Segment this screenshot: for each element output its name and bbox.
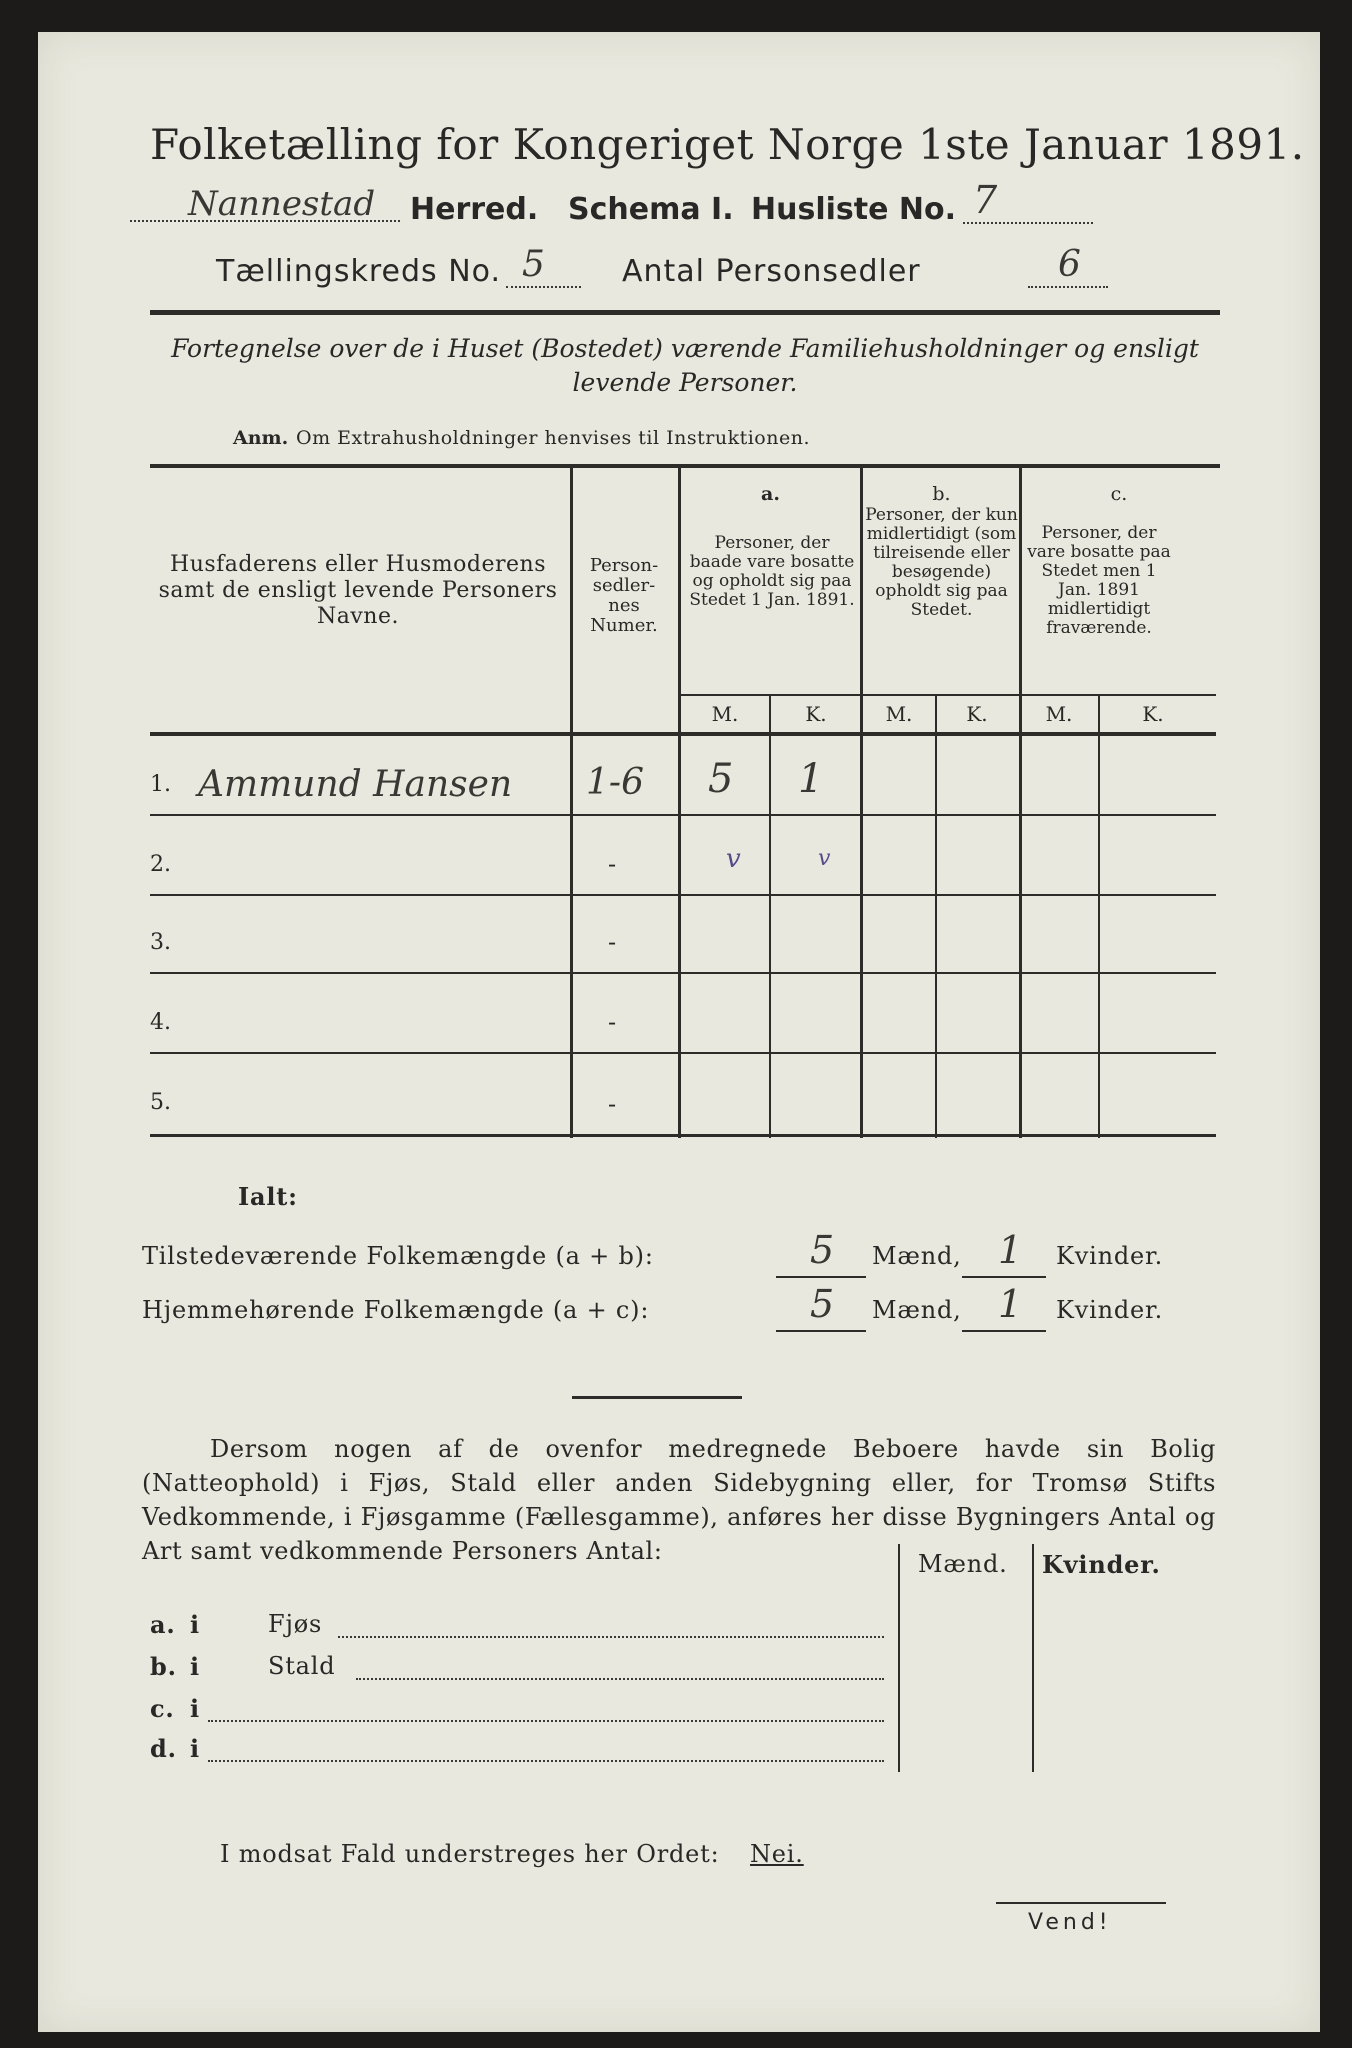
row-5-number: 5. — [150, 1090, 171, 1115]
col-a-letter: a. — [761, 483, 780, 505]
tilstede-label: Tilstedeværende Folkemængde (a + b): — [142, 1242, 654, 1270]
row-2-a-k-check: v — [818, 846, 831, 871]
buildings-col-kvinder: Kvinder. — [1042, 1550, 1161, 1579]
tilstede-m-underline — [776, 1276, 866, 1278]
husliste-label: Husliste No. — [751, 192, 956, 227]
row-2-number: 2. — [150, 852, 171, 877]
kreds-value: 5 — [522, 244, 545, 285]
building-row-d-i: i — [190, 1734, 200, 1763]
kreds-dotted-line — [506, 286, 581, 288]
row-4-number: 4. — [150, 1010, 171, 1035]
schema-label: Schema I. — [568, 192, 734, 227]
table-vline-7 — [1098, 694, 1100, 1138]
buildings-col-maend: Mænd. — [918, 1550, 1008, 1578]
table-vline-2 — [678, 468, 681, 1138]
building-row-b-dots — [356, 1678, 884, 1680]
antal-dotted-line — [1028, 286, 1108, 288]
husliste-dotted-line — [963, 222, 1093, 224]
row-line-1 — [150, 814, 1216, 816]
building-row-c-letter: c. — [150, 1694, 175, 1723]
tilstede-kvinder: Kvinder. — [1056, 1242, 1164, 1270]
table-header-bottom-rule — [150, 732, 1216, 736]
row-line-5 — [150, 1134, 1216, 1137]
header-divider — [150, 310, 1220, 315]
nei-word: Nei. — [750, 1840, 804, 1868]
row-1-num: 1-6 — [586, 762, 644, 803]
hjemme-m-value: 5 — [810, 1282, 835, 1326]
row-1-a-m: 5 — [708, 756, 734, 802]
hjemme-label: Hjemmehørende Folkemængde (a + c): — [142, 1296, 650, 1324]
vend-rule — [996, 1902, 1166, 1904]
table-mk-rule — [678, 694, 1216, 696]
table-vline-5 — [935, 694, 937, 1138]
col-b-m: M. — [885, 702, 913, 726]
building-row-d-dots — [208, 1760, 884, 1762]
col-header-b: Personer, der kun midlertidigt (som tilreisende eller besøgende) opholdt sig paa Stedet. — [865, 505, 1018, 620]
row-2-a-m-check: v — [726, 844, 741, 874]
anm-label: Anm. — [233, 427, 289, 449]
row-4-num: - — [608, 1008, 617, 1036]
col-c-letter: c. — [1110, 483, 1128, 505]
modsat-text: I modsat Fald understreges her Ordet: — [220, 1840, 720, 1868]
buildings-paragraph: Dersom nogen af de ovenfor medregnede Beboere havde sin Bolig (Natteophold) i Fjøs, Stald eller anden Sidebygning eller, for Tromsø Stifts Vedkommende, i Fjøsgamme (Fællesgamme), anføres her disse Bygningers Antal og Art samt vedkommende Personers Antal: — [142, 1435, 1216, 1565]
building-row-a-i: i — [190, 1610, 200, 1639]
row-line-2 — [150, 894, 1216, 896]
building-row-a-label: Fjøs — [268, 1610, 323, 1638]
table-vline-1 — [570, 468, 573, 1138]
herred-label: Herred. — [410, 192, 539, 227]
form-title: Folketælling for Kongeriget Norge 1ste Januar 1891. — [150, 120, 1305, 169]
col-b-k: K. — [966, 702, 988, 726]
building-row-a-dots — [338, 1636, 884, 1638]
table-vline-4 — [860, 468, 863, 1138]
building-row-b-letter: b. — [150, 1652, 177, 1681]
building-row-a-letter: a. — [150, 1610, 176, 1639]
section-short-divider — [572, 1396, 742, 1399]
antal-value: 6 — [1058, 244, 1081, 285]
row-3-num: - — [608, 928, 617, 956]
row-2-num: - — [608, 850, 617, 878]
hjemme-m-underline — [776, 1330, 866, 1332]
building-row-d-letter: d. — [150, 1734, 177, 1763]
hjemme-k-underline — [962, 1330, 1046, 1332]
building-row-c-i: i — [190, 1694, 200, 1723]
col-header-c: Personer, der vare bosatte paa Stedet men 1 Jan. 1891 midlertidigt fraværende. — [1027, 523, 1171, 638]
row-1-number: 1. — [150, 772, 171, 797]
building-row-b-label: Stald — [268, 1652, 336, 1680]
hjemme-k-value: 1 — [998, 1282, 1023, 1326]
table-vline-3 — [769, 694, 771, 1138]
anm-text: Om Extrahusholdninger henvises til Instruktionen. — [296, 427, 810, 449]
row-1-a-k: 1 — [798, 756, 824, 802]
herred-value: Nannestad — [188, 184, 376, 224]
buildings-vline-1 — [898, 1544, 900, 1772]
col-c-k: K. — [1142, 702, 1164, 726]
hjemme-kvinder: Kvinder. — [1056, 1296, 1164, 1324]
tilstede-maend: Mænd, — [872, 1242, 962, 1270]
row-5-num: - — [608, 1090, 617, 1118]
building-row-b-i: i — [190, 1652, 200, 1681]
antal-label: Antal Personsedler — [622, 254, 921, 289]
tilstede-m-value: 5 — [810, 1228, 835, 1272]
row-3-number: 3. — [150, 930, 171, 955]
row-line-3 — [150, 972, 1216, 974]
hjemme-maend: Mænd, — [872, 1296, 962, 1324]
col-header-name: Husfaderens eller Husmoderens samt de ensligt levende Personers Navne. — [158, 552, 558, 629]
tilstede-k-underline — [962, 1276, 1046, 1278]
row-line-4 — [150, 1052, 1216, 1054]
vend-text: Vend! — [1028, 1910, 1112, 1935]
row-1-name: Ammund Hansen — [198, 764, 513, 805]
table-vline-6 — [1019, 468, 1022, 1138]
col-c-m: M. — [1045, 702, 1073, 726]
col-a-k: K. — [805, 702, 827, 726]
buildings-vline-2 — [1032, 1544, 1034, 1772]
tilstede-k-value: 1 — [998, 1228, 1023, 1272]
building-row-c-dots — [208, 1720, 884, 1722]
col-header-a: Personer, der baade vare bosatte og opholdt sig paa Stedet 1 Jan. 1891. — [689, 533, 855, 610]
col-a-m: M. — [711, 702, 739, 726]
census-form-page — [38, 32, 1320, 2032]
husliste-value: 7 — [973, 178, 998, 222]
ialt-label: Ialt: — [238, 1182, 298, 1211]
col-b-letter: b. — [932, 483, 951, 505]
col-header-num: Person-sedler-nes Numer. — [589, 555, 659, 636]
kreds-label: Tællingskreds No. — [216, 254, 501, 289]
fortegnelse-text: Fortegnelse over de i Huset (Bostedet) værende Familiehusholdninger og ensligt levende Personer. — [171, 334, 1199, 397]
table-top-rule — [150, 464, 1220, 468]
